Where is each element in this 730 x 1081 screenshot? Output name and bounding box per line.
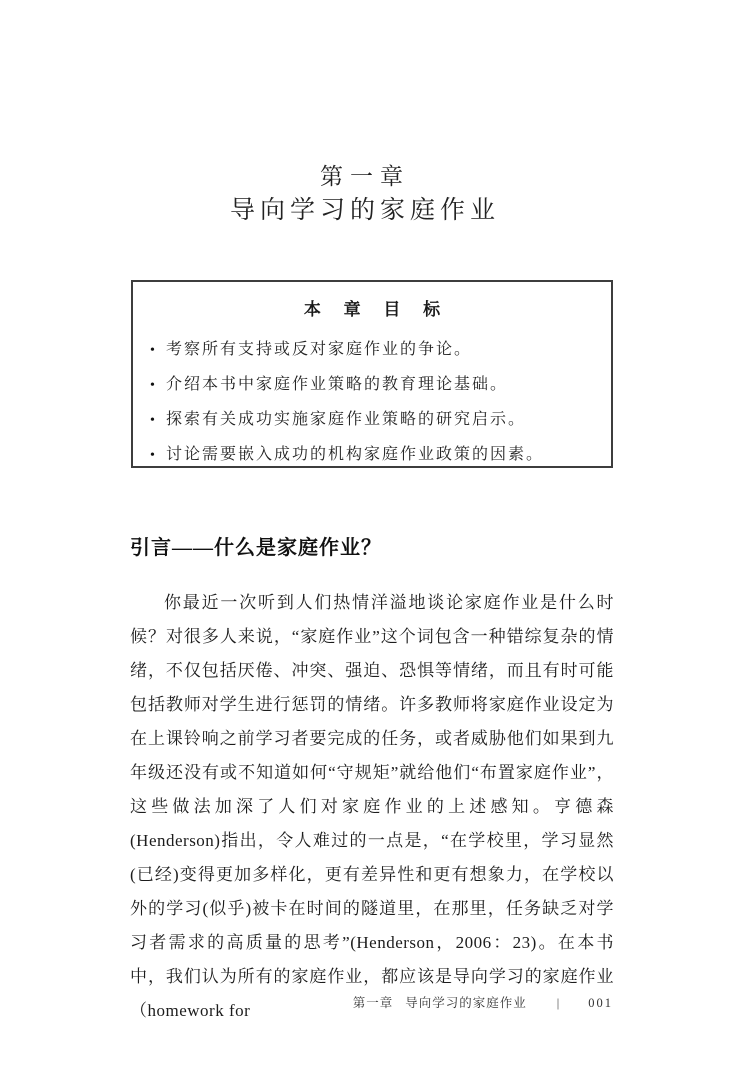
objectives-list <box>133 332 611 472</box>
chapter-heading <box>0 161 730 229</box>
objective-text: 探索有关成功实施家庭作业策略的研究启示。 <box>166 411 527 428</box>
bullet-icon: • <box>150 448 157 463</box>
objective-text: 讨论需要嵌入成功的机构家庭作业政策的因素。 <box>166 446 545 463</box>
objective-text: 介绍本书中家庭作业策略的教育理论基础。 <box>166 376 509 393</box>
objective-item <box>150 367 597 402</box>
footer-chapter-label: 第一章 <box>352 996 394 1010</box>
body-paragraph: 你最近一次听到人们热情洋溢地谈论家庭作业是什么时候？对很多人来说，“家庭作业”这个词包含一种错综复杂的情绪，不仅包括厌倦、冲突、强迫、恐惧等情绪，而且有时可能包括教师对学生进行惩罚的情绪。许多教师将家庭作业设定为在上课铃响之前学习者要完成的任务，或者威胁他们如果到九年级还没有或不知道如何“守规矩”就给他们“布置家庭作业”，这些做法加深了人们对家庭作业的上述感知。亨德森(Henderson)指出，令人难过的一点是，“在学校里，学习显然(已经)变得更加多样化，更有差异性和更有想象力，在学校以外的学习(似乎)被卡在时间的隧道里，在那里，任务缺乏对学习者需求的高质量的思考”(Henderson，2006：23)。在本书中，我们认为所有的家庭作业，都应该是导向学习的家庭作业（homework for <box>130 593 614 1020</box>
section-heading-introduction: 引言——什么是家庭作业？ <box>130 537 382 559</box>
bullet-icon: • <box>150 343 157 358</box>
bullet-icon: • <box>150 378 157 393</box>
bullet-icon: • <box>150 413 157 428</box>
body-paragraph-container <box>130 586 614 1028</box>
chapter-title: 导向学习的家庭作业 <box>229 196 500 224</box>
page-footer <box>353 993 613 1011</box>
objective-item <box>150 332 597 367</box>
footer-chapter-title: 导向学习的家庭作业 <box>405 996 527 1010</box>
objectives-box-title: 本 章 目 标 <box>303 300 450 319</box>
chapter-number: 第一章 <box>320 163 410 189</box>
objective-text: 考察所有支持或反对家庭作业的争论。 <box>166 341 473 358</box>
objective-item <box>150 437 597 472</box>
footer-separator-bar: | <box>556 996 561 1010</box>
objective-item <box>150 402 597 437</box>
chapter-objectives-box <box>131 280 613 468</box>
page-number: 001 <box>588 996 613 1010</box>
